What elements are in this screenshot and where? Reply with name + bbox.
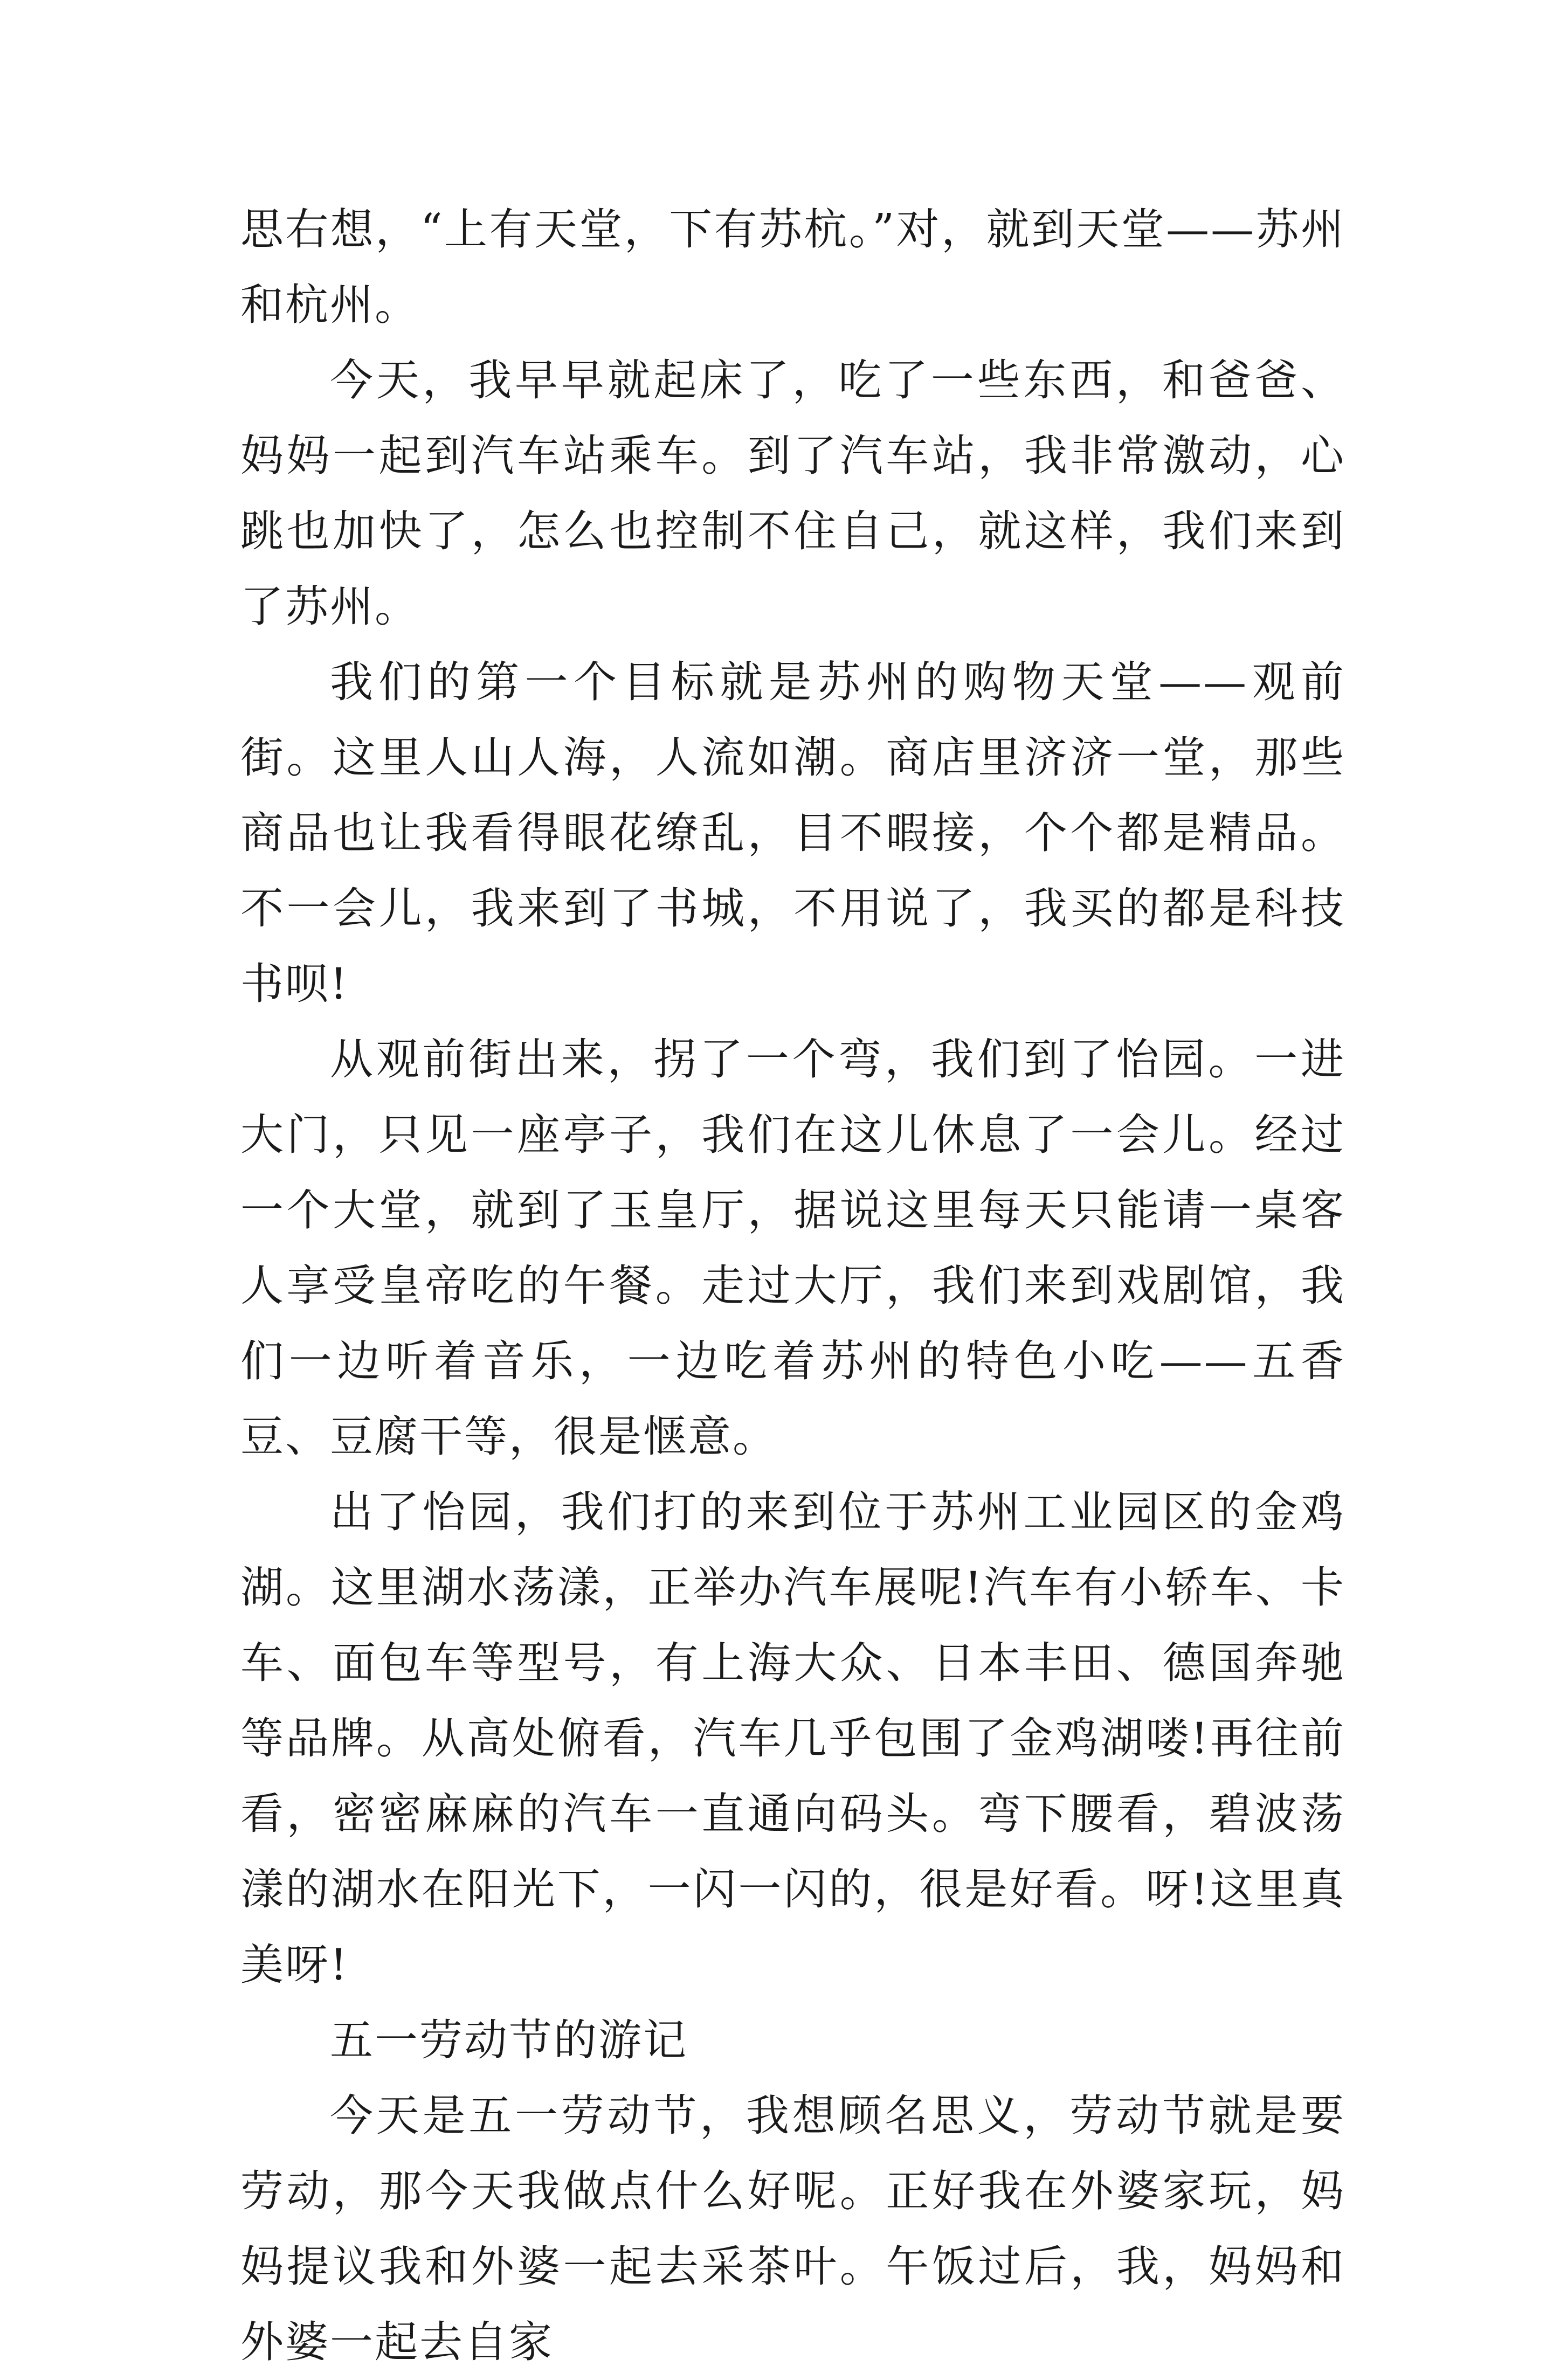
paragraph-1: 思右想，“上有天堂，下有苏杭。”对，就到天堂——苏州和杭州。 [240,204,1345,330]
paragraph-6: 今天是五一劳动节，我想顾名思义，劳动节就是要劳动，那今天我做点什么好呢。正好我在外婆家玩，妈妈提议我和外婆一起去采茶叶。午饭过后，我，妈妈和外婆一起去自家 [240,2091,1345,2367]
paragraph-5: 出了怡园，我们打的来到位于苏州工业园区的金鸡湖。这里湖水荡漾，正举办汽车展呢!汽车有小轿车、卡车、面包车等型号，有上海大众、日本丰田、德国奔驰等品牌。从高处俯看，汽车几乎包围了金鸡湖喽!再往前看，密密麻麻的汽车一直通向码头。弯下腰看，碧波荡漾的湖水在阳光下，一闪一闪的，很是好看。呀!这里真美呀! [240,1487,1345,1990]
paragraph-3: 我们的第一个目标就是苏州的购物天堂——观前街。这里人山人海，人流如潮。商店里济济一堂，那些商品也让我看得眼花缭乱，目不暇接，个个都是精品。不一会儿，我来到了书城，不用说了，我买的都是科技书呗! [240,657,1345,1009]
paragraph-2: 今天，我早早就起床了，吃了一些东西，和爸爸、妈妈一起到汽车站乘车。到了汽车站，我非常激动，心跳也加快了，怎么也控制不住自己，就这样，我们来到了苏州。 [240,355,1345,632]
section-title: 五一劳动节的游记 [330,2015,688,2065]
paragraph-4: 从观前街出来，拐了一个弯，我们到了怡园。一进大门，只见一座亭子，我们在这儿休息了一会儿。经过一个大堂，就到了玉皇厅，据说这里每天只能请一桌客人享受皇帝吃的午餐。走过大厅，我们来到戏剧馆，我们一边听着音乐，一边吃着苏州的特色小吃——五香豆、豆腐干等，很是惬意。 [240,1034,1345,1462]
document-body [240,192,1345,2380]
